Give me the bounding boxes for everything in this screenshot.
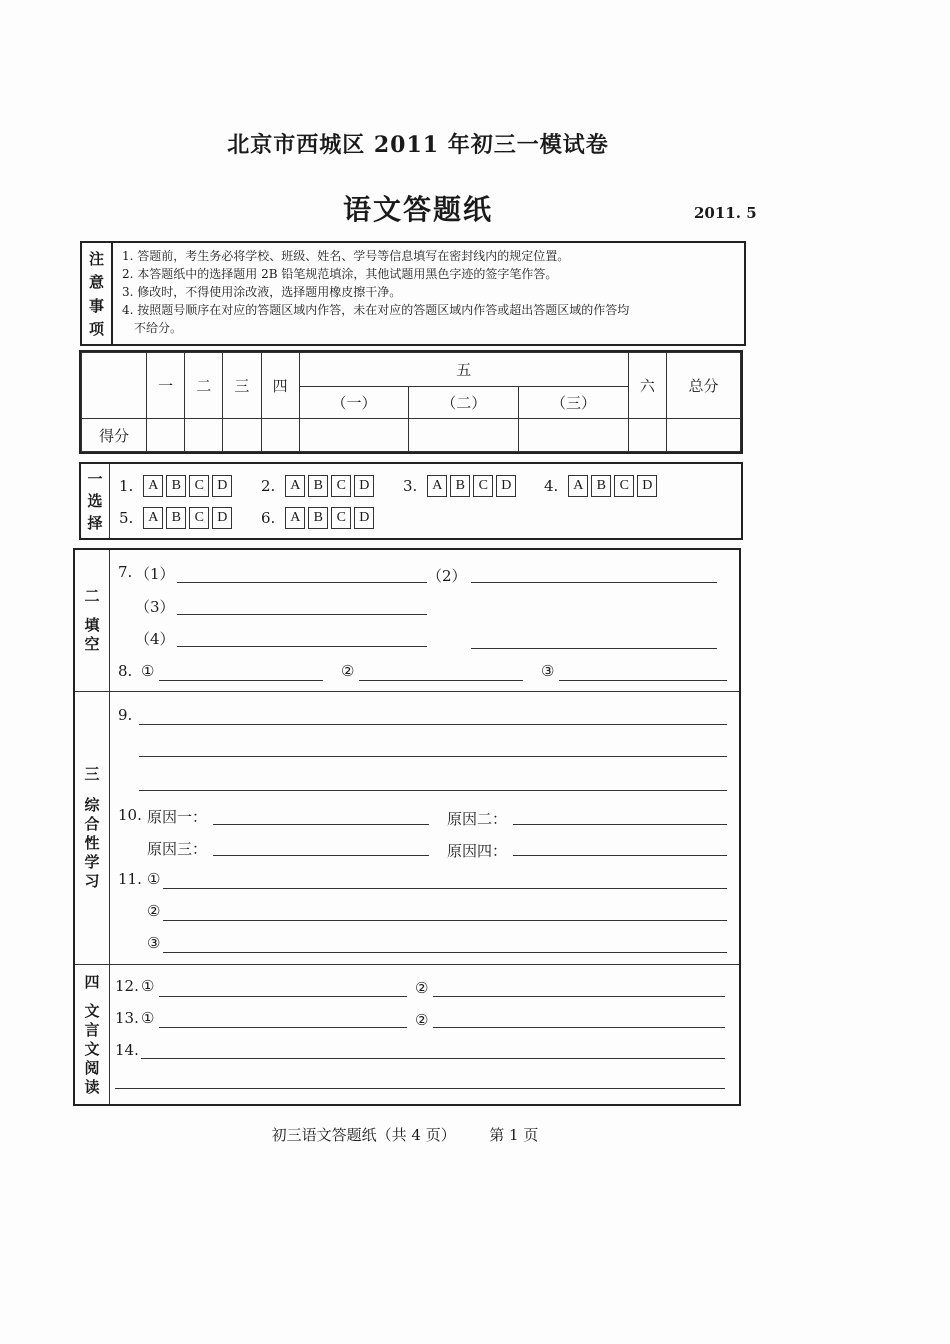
option-d-bubble[interactable]: D bbox=[354, 475, 374, 497]
question-number: 2. bbox=[261, 477, 276, 495]
score-col-header: 五 bbox=[299, 353, 628, 387]
option-b-bubble[interactable]: B bbox=[308, 507, 328, 529]
option-d-bubble[interactable]: D bbox=[496, 475, 516, 497]
label-char: 阅 bbox=[84, 1058, 100, 1077]
answer-11-3-line[interactable] bbox=[163, 952, 727, 953]
circled-2: ② bbox=[341, 662, 355, 680]
choice-question-1 bbox=[119, 475, 235, 497]
option-c-bubble[interactable]: C bbox=[189, 475, 209, 497]
page-footer bbox=[0, 1124, 810, 1145]
label-char: 二 bbox=[84, 587, 100, 605]
option-c-bubble[interactable]: C bbox=[614, 475, 634, 497]
reason-3-line[interactable] bbox=[213, 855, 429, 856]
label-char: 性 bbox=[84, 834, 100, 852]
reason-2-line[interactable] bbox=[513, 824, 727, 825]
option-c-bubble[interactable]: C bbox=[473, 475, 493, 497]
option-d-bubble[interactable]: D bbox=[354, 507, 374, 529]
part-2-label: （2） bbox=[427, 567, 467, 585]
option-d-bubble[interactable]: D bbox=[212, 507, 232, 529]
section-divider bbox=[75, 964, 739, 965]
option-b-bubble[interactable]: B bbox=[166, 507, 186, 529]
question-number: 1. bbox=[119, 477, 134, 495]
score-row-label: 得分 bbox=[82, 419, 147, 452]
answer-12-1-line[interactable] bbox=[159, 996, 407, 997]
option-d-bubble[interactable]: D bbox=[637, 475, 657, 497]
answer-14-line-2[interactable] bbox=[115, 1088, 725, 1089]
label-char: 空 bbox=[84, 635, 100, 653]
option-a-bubble[interactable]: A bbox=[568, 475, 588, 497]
answer-9-line-2[interactable] bbox=[139, 756, 727, 757]
label-char: 文 bbox=[84, 1001, 100, 1020]
reason-1-label: 原因一： bbox=[147, 808, 208, 826]
question-7-number: 7. bbox=[118, 563, 133, 581]
reason-3-label: 原因三： bbox=[147, 840, 208, 858]
question-9-number: 9. bbox=[118, 706, 133, 724]
label-char: 综 bbox=[84, 796, 100, 814]
question-number: 3. bbox=[403, 477, 418, 495]
exam-date: 2011. 5 bbox=[694, 204, 757, 222]
question-number: 5. bbox=[119, 509, 134, 527]
note-item: 1. 答题前，考生务必将学校、班级、姓名、学号等信息填写在密封线内的规定位置。 bbox=[122, 249, 570, 263]
score-cell[interactable] bbox=[185, 419, 223, 452]
score-cell[interactable] bbox=[261, 419, 299, 452]
question-number: 4. bbox=[544, 477, 559, 495]
choice-question-3 bbox=[403, 475, 519, 497]
section-3-label bbox=[75, 692, 110, 964]
choice-section bbox=[79, 462, 743, 540]
answer-7-2-line[interactable] bbox=[471, 582, 717, 583]
footer-page-number: 第 1 页 bbox=[489, 1126, 539, 1144]
reason-4-line[interactable] bbox=[513, 855, 727, 856]
circled-1: ① bbox=[141, 977, 155, 995]
label-char: 合 bbox=[84, 815, 100, 833]
score-col-header: 六 bbox=[628, 353, 666, 419]
score-cell[interactable] bbox=[519, 419, 629, 452]
circled-2: ② bbox=[415, 979, 429, 997]
notes-label bbox=[82, 243, 113, 344]
section-4-label bbox=[75, 965, 110, 1104]
note-item: 3. 修改时，不得使用涂改液，选择题用橡皮擦干净。 bbox=[122, 285, 402, 299]
label-char: 习 bbox=[84, 872, 100, 890]
circled-1: ① bbox=[141, 1009, 155, 1027]
option-c-bubble[interactable]: C bbox=[331, 507, 351, 529]
notes-label-char: 意 bbox=[88, 273, 104, 292]
choice-section-label bbox=[81, 464, 110, 538]
option-a-bubble[interactable]: A bbox=[143, 507, 163, 529]
part-3-label: （3） bbox=[135, 598, 175, 616]
score-sub-header: （三） bbox=[519, 387, 629, 419]
label-char: 四 bbox=[84, 972, 100, 991]
answer-8-1-line[interactable] bbox=[159, 680, 323, 681]
answer-14-line-1[interactable] bbox=[141, 1058, 725, 1059]
notes-label-char: 事 bbox=[88, 296, 104, 315]
note-item: 不给分。 bbox=[134, 321, 183, 335]
question-8-number: 8. bbox=[118, 662, 133, 680]
reason-2-label: 原因二： bbox=[447, 810, 508, 828]
answer-12-2-line[interactable] bbox=[433, 996, 725, 997]
answer-11-2-line[interactable] bbox=[163, 920, 727, 921]
label-char: 文 bbox=[84, 1039, 100, 1058]
notes-label-char: 注 bbox=[88, 250, 104, 269]
notes-list bbox=[122, 247, 736, 337]
option-c-bubble[interactable]: C bbox=[189, 507, 209, 529]
score-table bbox=[79, 350, 743, 454]
label-char: 言 bbox=[84, 1020, 100, 1039]
answer-area bbox=[73, 548, 741, 1106]
section-2-label bbox=[75, 550, 110, 691]
exam-title: 北京市西城区 2011 年初三一模试卷 bbox=[227, 132, 609, 158]
label-char: 选 bbox=[87, 492, 103, 510]
question-14-number: 14. bbox=[115, 1041, 139, 1059]
score-col-header: 一 bbox=[147, 353, 185, 419]
answer-8-3-line[interactable] bbox=[559, 680, 727, 681]
option-a-bubble[interactable]: A bbox=[285, 507, 305, 529]
score-col-header: 四 bbox=[261, 353, 299, 419]
note-item: 2. 本答题纸中的选择题用 2B 铅笔规范填涂，其他试题用黑色字迹的签字笔作答。 bbox=[122, 267, 558, 281]
choice-question-4 bbox=[544, 475, 660, 497]
answer-7-1-line[interactable] bbox=[177, 582, 427, 583]
score-cell[interactable] bbox=[666, 419, 740, 452]
circled-1: ① bbox=[147, 870, 161, 888]
option-c-bubble[interactable]: C bbox=[331, 475, 351, 497]
label-char: 学 bbox=[84, 853, 100, 871]
score-sub-header: （二） bbox=[409, 387, 519, 419]
option-b-bubble[interactable]: B bbox=[450, 475, 470, 497]
option-a-bubble[interactable]: A bbox=[143, 475, 163, 497]
score-col-header: 三 bbox=[223, 353, 261, 419]
question-12-number: 12. bbox=[115, 977, 139, 995]
circled-1: ① bbox=[141, 662, 155, 680]
answer-8-2-line[interactable] bbox=[359, 680, 523, 681]
choice-question-5 bbox=[119, 507, 235, 529]
answer-9-line-1[interactable] bbox=[139, 724, 727, 725]
answer-7-3-line[interactable] bbox=[177, 614, 427, 615]
label-char: 读 bbox=[84, 1077, 100, 1096]
score-corner-cell bbox=[82, 353, 147, 419]
label-char: 择 bbox=[87, 514, 103, 532]
note-item: 4. 按照题号顺序在对应的答题区域内作答，未在对应的答题区域内作答或超出答题区域的作答均 bbox=[122, 303, 630, 317]
score-sub-header: （一） bbox=[299, 387, 409, 419]
choice-question-2 bbox=[261, 475, 377, 497]
part-1-label: （1） bbox=[135, 565, 175, 583]
answer-7-4-line[interactable] bbox=[177, 646, 427, 647]
label-char: 一 bbox=[87, 470, 103, 488]
question-13-number: 13. bbox=[115, 1009, 139, 1027]
footer-sheet-info: 初三语文答题纸（共 4 页） bbox=[271, 1126, 456, 1144]
option-b-bubble[interactable]: B bbox=[308, 475, 328, 497]
score-cell[interactable] bbox=[223, 419, 261, 452]
option-a-bubble[interactable]: A bbox=[427, 475, 447, 497]
notes-label-char: 项 bbox=[88, 319, 104, 338]
score-col-header: 总分 bbox=[666, 353, 740, 419]
choice-question-6 bbox=[261, 507, 377, 529]
label-char: 填 bbox=[84, 616, 100, 634]
score-cell[interactable] bbox=[409, 419, 519, 452]
answer-13-1-line[interactable] bbox=[159, 1027, 407, 1028]
section-divider bbox=[75, 691, 739, 692]
question-number: 6. bbox=[261, 509, 276, 527]
question-10-number: 10. bbox=[118, 806, 142, 824]
answer-sheet-title: 语文答题纸 bbox=[342, 193, 493, 226]
option-b-bubble[interactable]: B bbox=[166, 475, 186, 497]
option-b-bubble[interactable]: B bbox=[591, 475, 611, 497]
score-cell[interactable] bbox=[299, 419, 409, 452]
score-cell[interactable] bbox=[628, 419, 666, 452]
answer-13-2-line[interactable] bbox=[433, 1027, 725, 1028]
circled-2: ② bbox=[147, 902, 161, 920]
option-a-bubble[interactable]: A bbox=[285, 475, 305, 497]
reason-1-line[interactable] bbox=[213, 824, 429, 825]
part-4-label: （4） bbox=[135, 630, 175, 648]
answer-7-4b-line[interactable] bbox=[471, 648, 717, 649]
reason-4-label: 原因四： bbox=[447, 842, 508, 860]
notes-box bbox=[80, 241, 746, 346]
circled-3: ③ bbox=[147, 934, 161, 952]
score-cell[interactable] bbox=[147, 419, 185, 452]
answer-9-line-3[interactable] bbox=[139, 790, 727, 791]
score-col-header: 二 bbox=[185, 353, 223, 419]
answer-11-1-line[interactable] bbox=[163, 888, 727, 889]
label-char: 三 bbox=[84, 765, 100, 783]
question-11-number: 11. bbox=[118, 870, 142, 888]
option-d-bubble[interactable]: D bbox=[212, 475, 232, 497]
circled-3: ③ bbox=[541, 662, 555, 680]
circled-2: ② bbox=[415, 1011, 429, 1029]
